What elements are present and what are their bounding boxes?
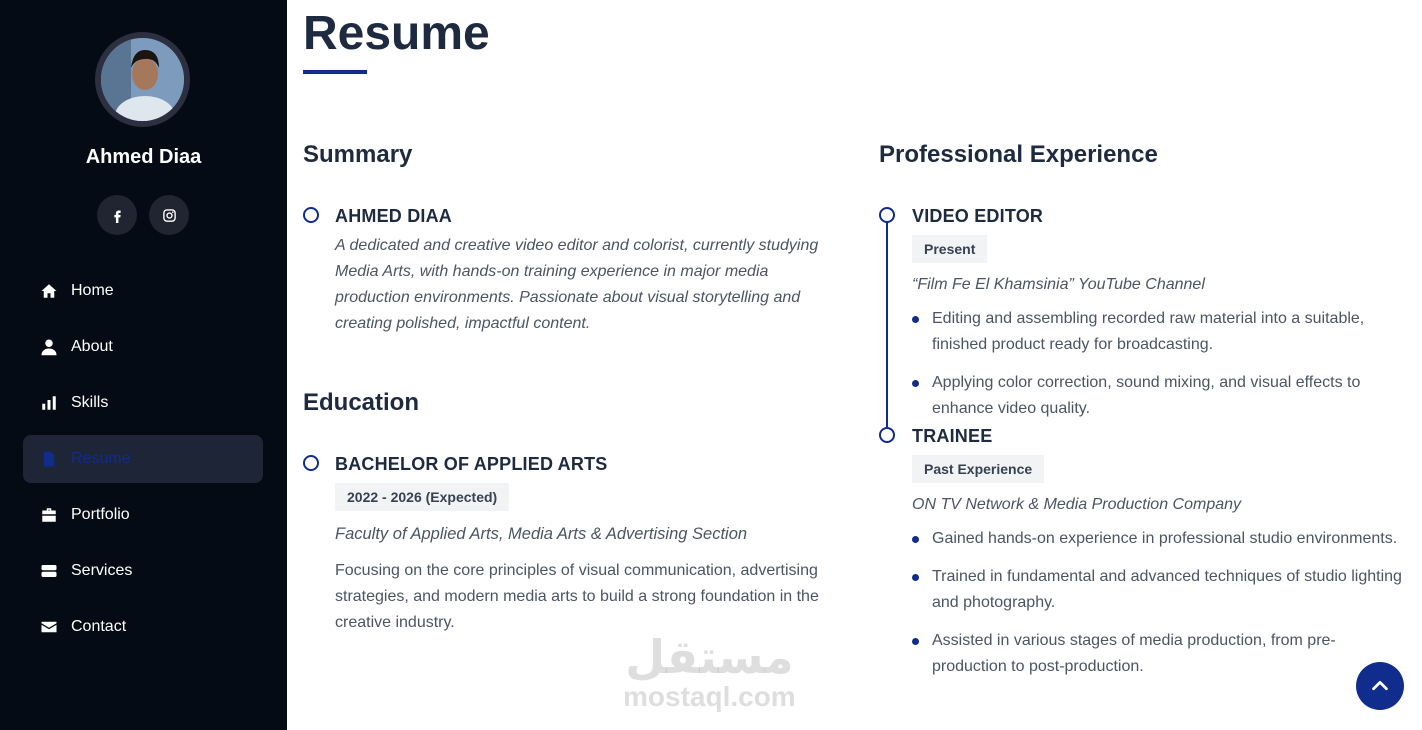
- nav-label: About: [71, 338, 113, 355]
- summary-heading: Summary: [303, 141, 413, 168]
- timeline-line: [886, 222, 888, 427]
- bar-chart-icon: [39, 393, 59, 413]
- experience-period-badge: Past Experience: [912, 455, 1044, 483]
- social-links: [97, 195, 189, 235]
- experience-company: “Film Fe El Khamsinia” YouTube Channel: [912, 276, 1205, 293]
- profile-name: Ahmed Diaa: [85, 146, 202, 168]
- nav-label: Resume: [71, 450, 131, 467]
- file-icon: [39, 449, 59, 469]
- chevron-up-icon: [1369, 675, 1391, 697]
- nav-label: Services: [71, 562, 133, 579]
- sidebar-nav: [23, 267, 263, 659]
- sidebar: [0, 0, 287, 730]
- nav-item-portfolio[interactable]: [23, 491, 263, 539]
- timeline-dot: [879, 207, 895, 223]
- nav-label: Skills: [71, 394, 109, 411]
- experience-title: VIDEO EDITOR: [912, 206, 1044, 226]
- experience-heading: Professional Experience: [879, 141, 1158, 168]
- list-item: Trained in fundamental and advanced techniques of studio lighting and photography.: [912, 564, 1402, 616]
- experience-title: TRAINEE: [912, 426, 993, 446]
- experience-bullets: [912, 306, 1402, 422]
- nav-item-contact[interactable]: [23, 603, 263, 651]
- nav-item-resume[interactable]: [23, 435, 263, 483]
- list-item: Editing and assembling recorded raw material into a suitable, finished product ready for broadcasting.: [912, 306, 1402, 358]
- avatar: [95, 32, 190, 127]
- server-icon: [39, 561, 59, 581]
- watermark-latin: mostaql.com: [623, 681, 796, 712]
- nav-item-skills[interactable]: [23, 379, 263, 427]
- back-to-top-button[interactable]: [1356, 662, 1404, 710]
- experience-period-badge: Present: [912, 235, 987, 263]
- nav-item-services[interactable]: [23, 547, 263, 595]
- watermark: [623, 632, 796, 712]
- nav-label: Contact: [71, 618, 127, 635]
- facebook-link[interactable]: [97, 195, 137, 235]
- summary-item: [335, 206, 835, 337]
- experience-item: [912, 426, 1402, 692]
- page-title: Resume: [303, 7, 490, 60]
- timeline-dot: [303, 455, 319, 471]
- nav-label: Portfolio: [71, 506, 130, 523]
- experience-bullets: [912, 526, 1402, 680]
- experience-company: ON TV Network & Media Production Company: [912, 496, 1242, 513]
- instagram-link[interactable]: [149, 195, 189, 235]
- experience-item: [912, 206, 1402, 434]
- education-item: [335, 454, 825, 636]
- summary-text: A dedicated and creative video editor and colorist, currently studying Media Arts, with hands-on training experience in major media production environments. Passionate about visual storytelling and creating polished, impactful content.: [335, 237, 819, 332]
- list-item: Assisted in various stages of media production, from pre-production to post-production.: [912, 628, 1402, 680]
- education-heading: Education: [303, 389, 420, 416]
- title-underline: [303, 70, 367, 74]
- timeline-dot: [303, 207, 319, 223]
- nav-label: Home: [71, 282, 114, 299]
- envelope-icon: [39, 617, 59, 637]
- nav-item-home[interactable]: [23, 267, 263, 315]
- education-title: BACHELOR OF APPLIED ARTS: [335, 454, 608, 474]
- list-item: Applying color correction, sound mixing, and visual effects to enhance video quality.: [912, 370, 1402, 422]
- user-icon: [39, 337, 59, 357]
- nav-item-about[interactable]: [23, 323, 263, 371]
- timeline-dot: [879, 427, 895, 443]
- education-institution: Faculty of Applied Arts, Media Arts & Advertising Section: [335, 525, 748, 543]
- facebook-icon: [110, 208, 125, 223]
- home-icon: [39, 281, 59, 301]
- profile-photo: [101, 38, 184, 121]
- education-description: Focusing on the core principles of visual communication, advertising strategies, and modern media arts to build a strong foundation in the creative industry.: [335, 562, 819, 631]
- list-item: Gained hands-on experience in professional studio environments.: [912, 526, 1402, 552]
- briefcase-icon: [39, 505, 59, 525]
- education-period-badge: 2022 - 2026 (Expected): [335, 483, 509, 511]
- summary-name: AHMED DIAA: [335, 206, 452, 226]
- watermark-arabic: مستقل: [625, 630, 794, 684]
- instagram-icon: [162, 208, 177, 223]
